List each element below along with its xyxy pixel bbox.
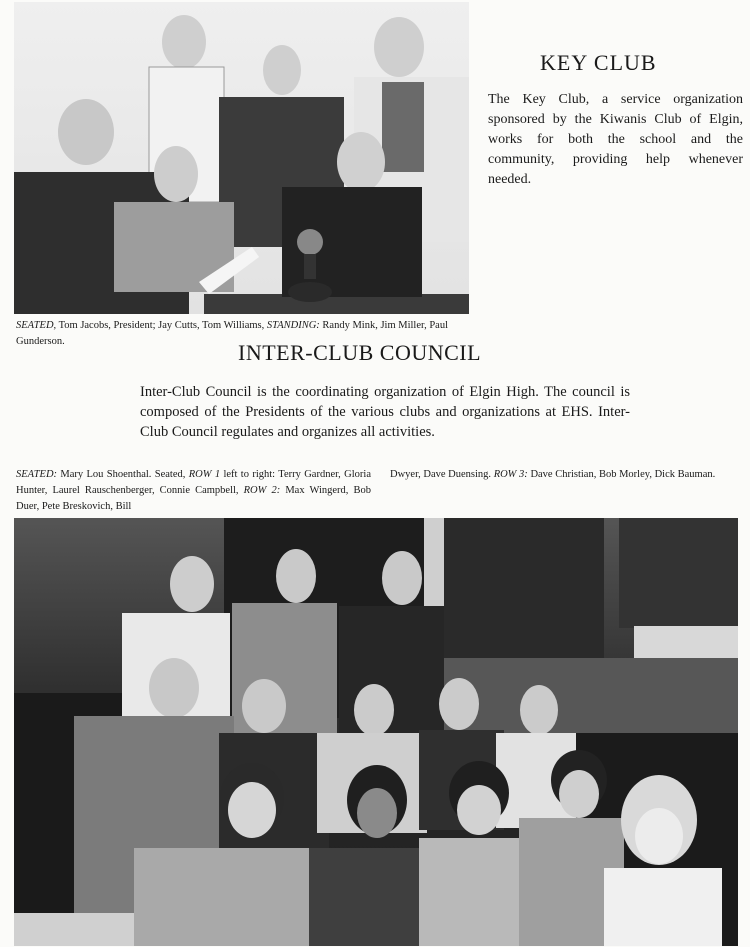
row1-names: left to right: Terry Gardner, Gloria Hunter, Laurel Rauschenberger, Connie Campbell,: [16, 469, 371, 496]
inter-club-caption-left: [16, 467, 371, 515]
row2-label: ROW 2:: [243, 485, 281, 496]
seated-names: Mary Lou Shoenthal. Seated,: [57, 469, 189, 480]
seated-names: Tom Jacobs, President; Jay Cutts, Tom Williams,: [56, 320, 267, 331]
inter-club-council-photo-figures: [14, 518, 738, 946]
key-club-description: The Key Club, a service organization sponsored by the Kiwanis Club of Elgin, works for both the school and the community, providing help whenever needed.: [488, 92, 743, 187]
inter-club-caption-right: [390, 467, 740, 483]
inter-club-council-title: INTER-CLUB COUNCIL: [238, 340, 482, 365]
key-club-photo-figures: [14, 2, 469, 314]
inter-club-council-photo: [14, 518, 738, 946]
row2-names: Max Wingerd, Bob Duer, Pete Breskovich, Bill: [16, 485, 371, 512]
seated-label: SEATED:: [16, 469, 58, 480]
standing-names: Randy Mink, Jim Miller, Paul Gunderson.: [16, 320, 448, 347]
seated-label: SEATED,: [16, 320, 57, 331]
row3-names: Dave Christian, Bob Morley, Dick Bauman.: [527, 469, 716, 480]
key-club-photo: [14, 2, 469, 314]
inter-club-council-description: Inter-Club Council is the coordinating organization of Elgin High. The council is composed of the Presidents of the various clubs and organizations at EHS. Inter-Club Council regulates and organizes all activities.: [140, 384, 630, 440]
standing-label: STANDING:: [266, 320, 320, 331]
row2-names-continued: Dwyer, Dave Duensing.: [390, 469, 494, 480]
key-club-title: KEY CLUB: [540, 50, 657, 75]
row3-label: ROW 3:: [493, 469, 528, 480]
row1-label: ROW 1: [188, 469, 221, 480]
